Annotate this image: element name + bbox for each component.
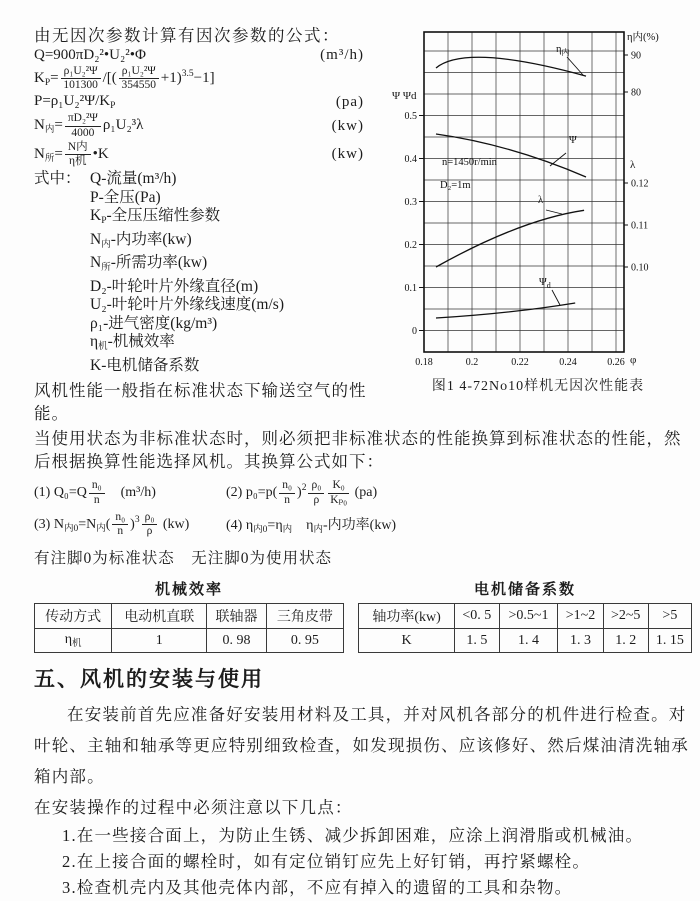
formula-subscript: 内 [313,524,323,535]
performance-chart [386,22,686,374]
formula-token: η [90,333,99,351]
formula-fraction [61,65,101,92]
formula-fraction [279,479,295,506]
x-axis-tick: 0.2 [465,357,479,368]
formula-subscript: 内 [101,239,111,250]
formula-token: ( [105,516,111,532]
tables-row [34,578,692,653]
install-para-1: 在安装前首先应准备好安装用材料及工具，并对风机各部分的机件进行检查。对叶轮、主轴和轴承等更应特别细致检查，如发现损伤、应该修好、然后煤油清洗轴承箱内部。 [34,705,689,787]
formula-token: -所需功率(kw) [110,254,208,272]
fraction-denominator: ρ [146,524,153,537]
left-axis-tick: 0 [412,326,417,337]
formula-token: (2) p₀=p( [226,485,278,501]
conversion-paragraph: 当使用状态为非标准状态时，则必须把非标准状态的性能换算到标准状态的性能，然后根据换算性能选择风机。其换算公式如下： [34,429,682,472]
chart-annotation: D₂=1m [440,180,471,191]
formula-token: (3) N [34,516,64,532]
left-axis-tick: 0.5 [404,111,417,122]
table-header-cell: <0. 5 [455,604,499,629]
table-header-row [359,604,692,629]
formula-row [34,112,364,139]
formula-fraction [89,479,105,506]
formula-token: -内功率(kw) [110,230,192,248]
table-header-row [35,604,344,629]
formula-token: N [34,146,45,163]
table-header-cell: 三角皮带 [266,604,343,629]
fraction-denominator: ρ [313,493,320,506]
formula-expression [34,65,215,92]
table-cell: 1 [112,629,207,653]
left-axis-tick: 0.1 [404,283,417,294]
formula-row [34,141,364,168]
table-header-cell: >0.5~1 [499,604,558,629]
formula-token: Q-流量(m³/h) [90,170,177,188]
where-item [90,207,284,231]
formula-subscript: 内0 [253,524,268,535]
series-label: $\eta_内$ [556,44,570,57]
formula-token: η [64,632,73,648]
series-curve-psi [436,303,575,318]
conversion-formulas [34,479,692,538]
formula-subscript: 所 [101,263,111,274]
formula-token: -内功率(kw) [323,517,397,533]
formula-token: -全压压缩性参数 [106,207,221,225]
formula-row [34,47,364,64]
formula-token: P=ρ₁U₂²Ψ/K [34,93,111,110]
series-label: $\Psi_d$ [539,277,551,290]
formula-superscript: 2 [301,483,307,494]
conversion-formula [34,479,226,506]
table-row [35,629,344,653]
formula-fraction [119,65,159,92]
formula-token: ρ₁-进气密度(kg/m³) [90,314,218,332]
formula-subscript: 所 [44,154,55,165]
formula-token: K [90,207,102,225]
formula-token: /[( [102,70,117,87]
label-leader-line [552,290,560,305]
where-label: 式中： [34,170,81,188]
formula-token: K-电机储备系数 [90,356,200,374]
x-axis-tick: 0.18 [415,357,433,368]
formula-token: •K [92,146,109,163]
fraction-numerator: ρ₁U₂²Ψ [61,65,101,79]
formula-token: (m³/h) [106,485,156,501]
formula-subscript: 内 [282,524,293,535]
formula-unit: (pa) [335,93,364,110]
fraction-numerator: n₀ [89,479,105,493]
fraction-denominator: η机 [68,155,87,168]
formula-token: (1) Q₀=Q [34,485,87,501]
lambda-axis-tick: 0.12 [631,178,649,190]
formula-subscript: P [110,101,116,112]
formula-expression [34,112,143,139]
left-axis-tick: 0.2 [404,240,417,251]
formula-subscript: 机 [72,639,82,650]
fraction-numerator: ρ₁U₂²Ψ [119,65,159,79]
table-header-cell: >5 [648,604,691,629]
performance-paragraph: 风机性能一般指在标准状态下输送空气的性能。 [34,381,367,424]
formula-subscript: P [44,78,51,89]
formula-token: ρ₁U₂³λ [102,117,144,134]
formula-token: P-全压(Pa) [90,188,161,206]
left-axis-tick: 0.3 [404,197,417,208]
formula-token: N [90,254,102,272]
formula-subscript: 内0 [63,523,79,534]
table-row [359,629,692,653]
table-header-cell: >2~5 [603,604,648,629]
table-block [358,578,692,653]
data-table [34,603,344,653]
fraction-numerator: πD₂²Ψ [65,112,101,126]
install-list-item: 3.检查机壳内及其他壳体内部，不应有掉入的遗留的工具和杂物。 [62,878,573,898]
table-cell: 1. 2 [603,629,648,653]
table-header-cell: 传动方式 [35,604,112,629]
formula-superscript: 3 [134,514,140,525]
formula-token: ) [130,516,135,532]
fraction-numerator: ρ₀ [142,511,158,525]
formula-expression [34,47,146,64]
conversion-formula [34,511,226,538]
fraction-numerator: N内 [65,141,91,155]
table-header-cell: 轴功率(kw) [359,604,455,629]
formula-row [34,65,364,92]
formula-token: = [54,117,63,134]
label-leader-line [550,153,566,166]
formula-subscript: 内 [96,523,106,534]
where-block [34,170,378,375]
formula-token: =N [78,516,97,532]
table-cell: 0. 95 [266,629,343,653]
fraction-numerator: ρ₀ [308,479,324,493]
series-label: Ψ [569,135,577,146]
formula-token: (kw) [159,516,190,532]
where-items [90,170,284,375]
formula-token: D₂-叶轮叶片外缘直径(m) [90,277,259,295]
plot-border [424,32,624,352]
where-item [90,357,284,376]
formula-unit: (kw) [331,146,364,163]
formula-token: = [50,70,59,87]
where-item [90,296,284,315]
where-item [90,254,284,278]
fraction-denominator: 354550 [121,79,157,92]
table-cell: 1. 15 [648,629,691,653]
formula-token: N [34,117,45,134]
where-item [90,231,284,255]
lambda-axis-title: λ [630,159,636,171]
formula-intro: 由无因次参数计算有因次参数的公式： [34,26,340,45]
formula-token: N [90,230,102,248]
formula-token: K [34,70,45,87]
table-block [34,578,344,653]
formula-token: (pa) [351,485,378,501]
formula-subscript: P [101,216,107,227]
fraction-denominator: n [117,524,124,537]
x-axis-tick: 0.26 [607,357,625,368]
formula-fraction [65,141,91,168]
formula-token: −1] [193,70,215,87]
formula-fraction [112,511,128,538]
section-heading: 五、风机的安装与使用 [34,668,264,692]
fraction-denominator: n [284,493,291,506]
formula-fraction [65,112,101,139]
fraction-numerator: n₀ [279,479,295,493]
x-axis-tick: 0.22 [511,357,529,368]
formula-token: Q=900πD₂²•U₂²•Φ [34,47,146,63]
install-para-2: 在安装操作的过程中必须注意以下几点： [34,798,353,818]
where-item [90,278,284,297]
table-header-cell: 电动机直联 [112,604,207,629]
table-header-cell: >1~2 [558,604,603,629]
formula-token: ) [297,485,302,501]
table-cell: 1. 5 [455,629,499,653]
formula-token: =η [267,517,283,533]
where-item [90,333,284,357]
data-table [358,603,692,653]
formula-unit: (kw) [331,117,364,134]
left-axis-tick: 0.4 [404,154,417,165]
table-cell: 1. 4 [499,629,558,653]
left-axis-title: Ψ Ψd [392,90,417,102]
formula-subscript: 内 [44,125,55,136]
install-list-item: 2.在上接合面的螺栓时，如有定位销钉应先上好钉销，再拧紧螺栓。 [62,852,591,872]
formula-fraction [328,479,349,506]
table-cell: 1. 3 [558,629,603,653]
label-leader-line [546,210,562,214]
eta-axis-tick: 80 [631,87,641,99]
formula-expression [34,93,115,111]
table-header-cell: 联轴器 [207,604,267,629]
chart-annotation: n=1450r/min [442,157,497,168]
table-cell [35,629,112,653]
formula-superscript: 3.5 [181,69,194,80]
formula-token: (4) η [226,517,254,533]
series-curve-lambda [436,210,584,267]
chart-figure [384,22,692,395]
conversion-formula [226,479,692,506]
formula-subscript: 机 [98,342,108,353]
table-title: 机械效率 [154,581,223,599]
formula-fraction [142,511,158,538]
fraction-denominator: 4000 [71,126,95,139]
install-list [34,823,692,901]
fraction-denominator: n [93,493,100,506]
formula-token: -机械效率 [107,333,175,351]
table-cell: K [359,629,455,653]
formula-token: U₂-叶轮叶片外缘线速度(m/s) [90,296,284,314]
fraction-numerator: K₀ [328,479,349,493]
where-item [90,189,284,208]
where-item [90,170,284,189]
lambda-axis-tick: 0.10 [631,262,649,274]
fraction-numerator: n₀ [112,511,128,525]
where-item [90,315,284,334]
fraction-denominator: Kₚ₀ [330,493,348,506]
formula-fraction [308,479,324,506]
formula-token: η [292,517,314,533]
x-axis-title: φ [630,354,637,366]
eta-axis-title: η内(%) [627,32,659,43]
eta-axis-tick: 90 [631,50,641,62]
series-curve-eta [436,57,586,76]
series-label: λ [538,195,544,206]
formula-row [34,93,364,111]
chart-caption: 图1 4-72No10样机无因次性能表 [431,379,645,394]
table-title: 电机储备系数 [473,581,576,599]
formula-token: = [54,146,63,163]
formula-unit: (m³/h) [320,47,364,63]
conversion-formula [226,514,692,535]
install-list-item: 1.在一些接合面上，为防止生锈、减少拆卸困难，应涂上润滑脂或机械油。 [62,826,644,846]
table-cell: 0. 98 [207,629,267,653]
formula-token: +1) [160,70,182,87]
formula-expression [34,141,109,168]
x-axis-tick: 0.24 [559,357,577,368]
footnote-line: 有注脚0为标准状态 无注脚0为使用状态 [34,550,333,568]
fraction-denominator: 101300 [63,79,98,92]
lambda-axis-tick: 0.11 [631,220,649,232]
